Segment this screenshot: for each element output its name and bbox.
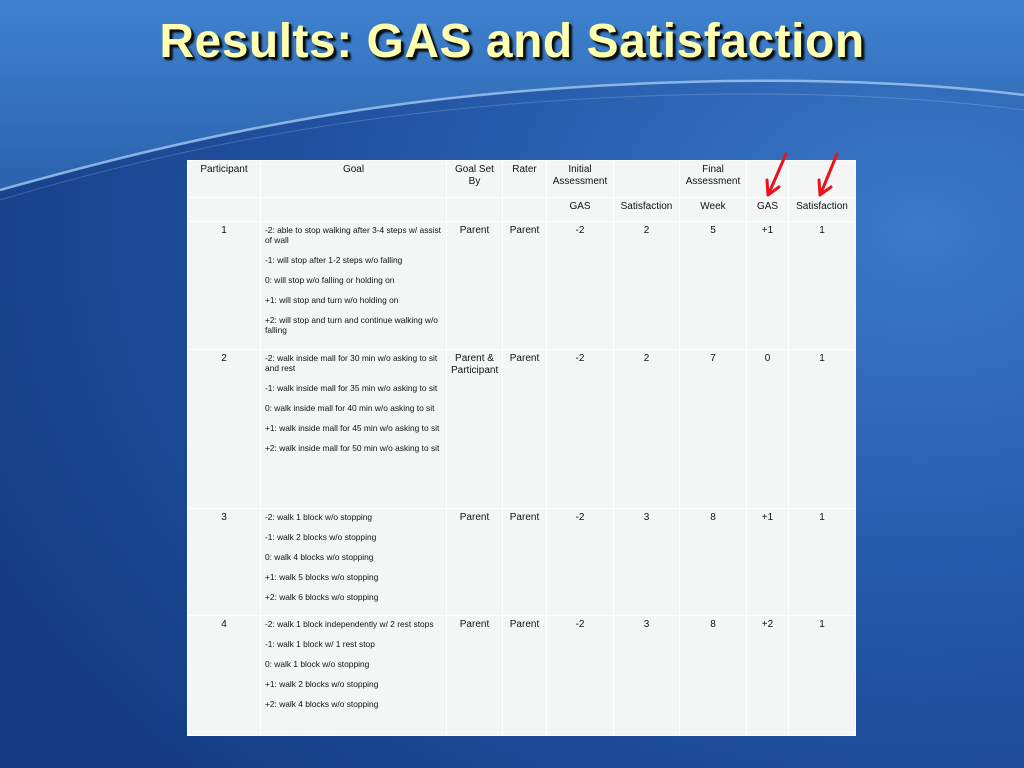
participant-cell: 1 bbox=[188, 222, 261, 350]
goal-set-by-cell: Parent bbox=[447, 509, 503, 616]
table-row bbox=[188, 509, 856, 616]
goal-level: +2: walk inside mall for 50 min w/o asking to sit bbox=[265, 443, 440, 453]
header-week: Week bbox=[680, 198, 747, 222]
rater-cell: Parent bbox=[503, 509, 547, 616]
goal-level: 0: walk 4 blocks w/o stopping bbox=[265, 552, 374, 562]
goal-cell bbox=[261, 350, 447, 509]
week-cell: 5 bbox=[680, 222, 747, 350]
final-gas-cell: +1 bbox=[747, 222, 789, 350]
initial-gas-cell: -2 bbox=[547, 509, 614, 616]
goal-level: 0: walk inside mall for 40 min w/o asking to sit bbox=[265, 403, 435, 413]
header-row-2 bbox=[188, 198, 856, 222]
goal-level: +2: walk 6 blocks w/o stopping bbox=[265, 592, 379, 602]
header-participant: Participant bbox=[188, 161, 261, 198]
header-empty-2 bbox=[747, 161, 789, 198]
final-satisfaction-cell: 1 bbox=[789, 509, 856, 616]
goal-set-by-cell: Parent bbox=[447, 222, 503, 350]
participant-cell: 3 bbox=[188, 509, 261, 616]
header2-empty-4 bbox=[503, 198, 547, 222]
goal-level: -2: able to stop walking after 3-4 steps w/ assist of wall bbox=[265, 225, 441, 245]
table-row bbox=[188, 616, 856, 736]
results-table bbox=[187, 160, 856, 736]
header-final-gas: GAS bbox=[747, 198, 789, 222]
final-satisfaction-cell: 1 bbox=[789, 350, 856, 509]
goal-set-by-cell: Parent bbox=[447, 616, 503, 736]
results-table-container bbox=[187, 160, 855, 736]
header-empty-3 bbox=[789, 161, 856, 198]
final-gas-cell: 0 bbox=[747, 350, 789, 509]
initial-gas-cell: -2 bbox=[547, 616, 614, 736]
table-row bbox=[188, 350, 856, 509]
goal-level: -1: will stop after 1-2 steps w/o falling bbox=[265, 255, 403, 265]
header-initial-gas: GAS bbox=[547, 198, 614, 222]
header2-empty-2 bbox=[261, 198, 447, 222]
header-goal: Goal bbox=[261, 161, 447, 198]
goal-level: +1: walk inside mall for 45 min w/o asking to sit bbox=[265, 423, 440, 433]
goal-level: -1: walk 1 block w/ 1 rest stop bbox=[265, 639, 375, 649]
goal-level: +2: will stop and turn and continue walking w/o falling bbox=[265, 315, 438, 335]
header-final-satisfaction: Satisfaction bbox=[789, 198, 856, 222]
initial-gas-cell: -2 bbox=[547, 350, 614, 509]
week-cell: 8 bbox=[680, 616, 747, 736]
goal-level: -1: walk inside mall for 35 min w/o asking to sit bbox=[265, 383, 438, 393]
initial-satisfaction-cell: 2 bbox=[614, 222, 680, 350]
header-rater: Rater bbox=[503, 161, 547, 198]
goal-level: 0: walk 1 block w/o stopping bbox=[265, 659, 370, 669]
goal-cell bbox=[261, 509, 447, 616]
goal-cell bbox=[261, 616, 447, 736]
goal-level: -2: walk 1 block w/o stopping bbox=[265, 512, 373, 522]
header2-empty-1 bbox=[188, 198, 261, 222]
goal-level: +2: walk 4 blocks w/o stopping bbox=[265, 699, 379, 709]
rater-cell: Parent bbox=[503, 350, 547, 509]
rater-cell: Parent bbox=[503, 616, 547, 736]
header2-empty-3 bbox=[447, 198, 503, 222]
slide-title: Results: GAS and Satisfaction bbox=[159, 15, 865, 68]
goal-level: 0: will stop w/o falling or holding on bbox=[265, 275, 395, 285]
goal-level: -1: walk 2 blocks w/o stopping bbox=[265, 532, 377, 542]
participant-cell: 4 bbox=[188, 616, 261, 736]
week-cell: 7 bbox=[680, 350, 747, 509]
final-satisfaction-cell: 1 bbox=[789, 616, 856, 736]
goal-set-by-cell: Parent & Participant bbox=[447, 350, 503, 509]
week-cell: 8 bbox=[680, 509, 747, 616]
header-final-assessment: Final Assessment bbox=[680, 161, 747, 198]
header-empty-1 bbox=[614, 161, 680, 198]
header-initial-satisfaction: Satisfaction bbox=[614, 198, 680, 222]
goal-level: +1: walk 2 blocks w/o stopping bbox=[265, 679, 379, 689]
header-goal-set-by: Goal Set By bbox=[447, 161, 503, 198]
header-row-1 bbox=[188, 161, 856, 198]
initial-satisfaction-cell: 2 bbox=[614, 350, 680, 509]
goal-level: -2: walk inside mall for 30 min w/o asking to sit and rest bbox=[265, 353, 438, 373]
initial-gas-cell: -2 bbox=[547, 222, 614, 350]
final-gas-cell: +1 bbox=[747, 509, 789, 616]
goal-level: -2: walk 1 block independently w/ 2 rest stops bbox=[265, 619, 434, 629]
goal-cell bbox=[261, 222, 447, 350]
final-gas-cell: +2 bbox=[747, 616, 789, 736]
header-initial-assessment: Initial Assessment bbox=[547, 161, 614, 198]
participant-cell: 2 bbox=[188, 350, 261, 509]
table-row bbox=[188, 222, 856, 350]
initial-satisfaction-cell: 3 bbox=[614, 616, 680, 736]
goal-level: +1: walk 5 blocks w/o stopping bbox=[265, 572, 379, 582]
initial-satisfaction-cell: 3 bbox=[614, 509, 680, 616]
final-satisfaction-cell: 1 bbox=[789, 222, 856, 350]
goal-level: +1: will stop and turn w/o holding on bbox=[265, 295, 399, 305]
rater-cell: Parent bbox=[503, 222, 547, 350]
